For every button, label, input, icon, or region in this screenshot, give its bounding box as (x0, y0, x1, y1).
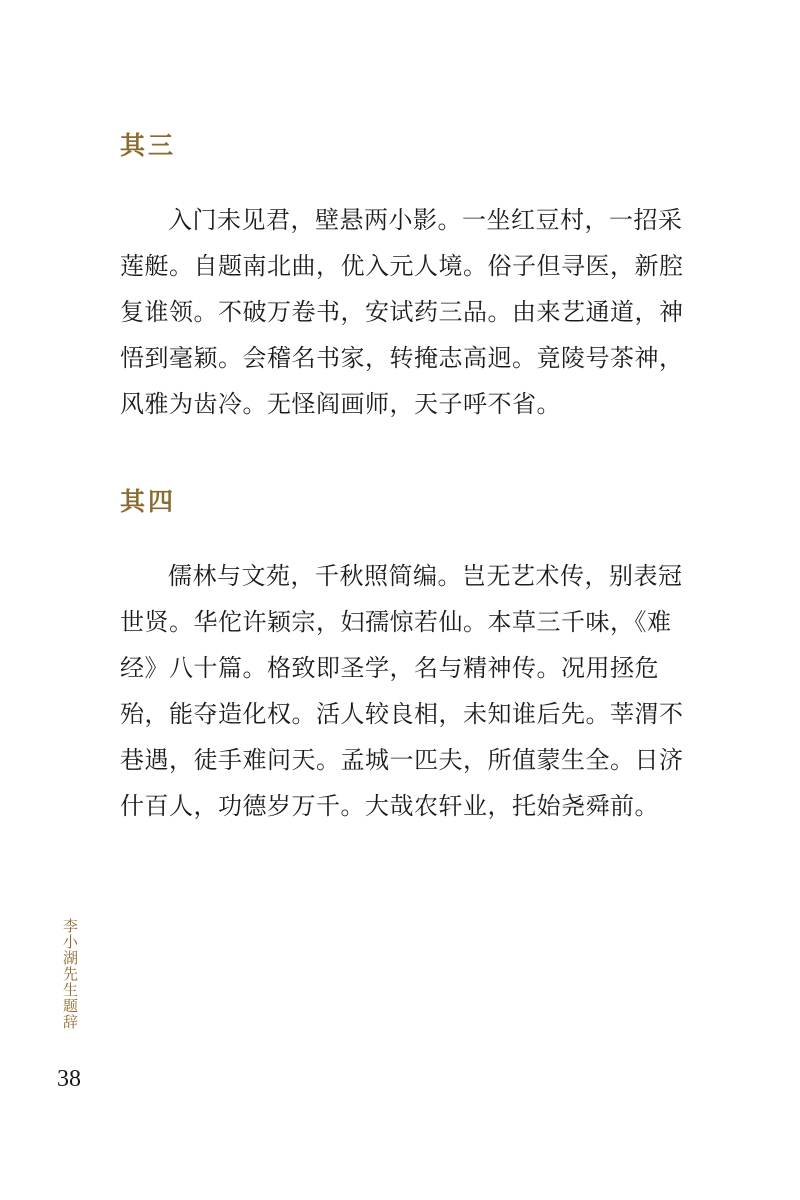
poem-qisi (120, 553, 684, 829)
poem-line: 风雅为齿冷。无怪阎画师，天子呼不省。 (120, 390, 561, 418)
poem-line: 经》八十篇。格致即圣学，名与精神传。况用拯危 (120, 654, 659, 682)
poem-qisan (120, 197, 684, 427)
poem-line: 复谁领。不破万卷书，安试药三品。由来艺通道，神 (120, 298, 684, 326)
poem-line: 巷遇，徒手难问天。孟城一匹夫，所值蒙生全。日济 (120, 746, 684, 774)
poem-line: 儒林与文苑，千秋照简编。岂无艺术传，别表冠 (168, 562, 683, 590)
poem-line: 什百人，功德岁万千。大哉农轩业，托始尧舜前。 (120, 792, 659, 820)
poem-line: 殆，能夺造化权。活人较良相，未知谁后先。莘渭不 (120, 700, 684, 728)
section-heading-qisi: 其四 (120, 487, 177, 516)
poem-line: 悟到毫颖。会稽名书家，转掩志高迥。竟陵号茶神， (120, 344, 684, 372)
running-head: 李小湖先生题辞 (61, 918, 79, 1030)
poem-line: 入门未见君，壁悬两小影。一坐红豆村，一招采 (168, 206, 683, 234)
page-number: 38 (57, 1066, 81, 1092)
section-heading-qisan: 其三 (120, 131, 177, 160)
poem-line: 莲艇。自题南北曲，优入元人境。俗子但寻医，新腔 (120, 252, 684, 280)
poem-line: 世贤。华佗许颖宗，妇孺惊若仙。本草三千味，《难 (120, 608, 672, 636)
